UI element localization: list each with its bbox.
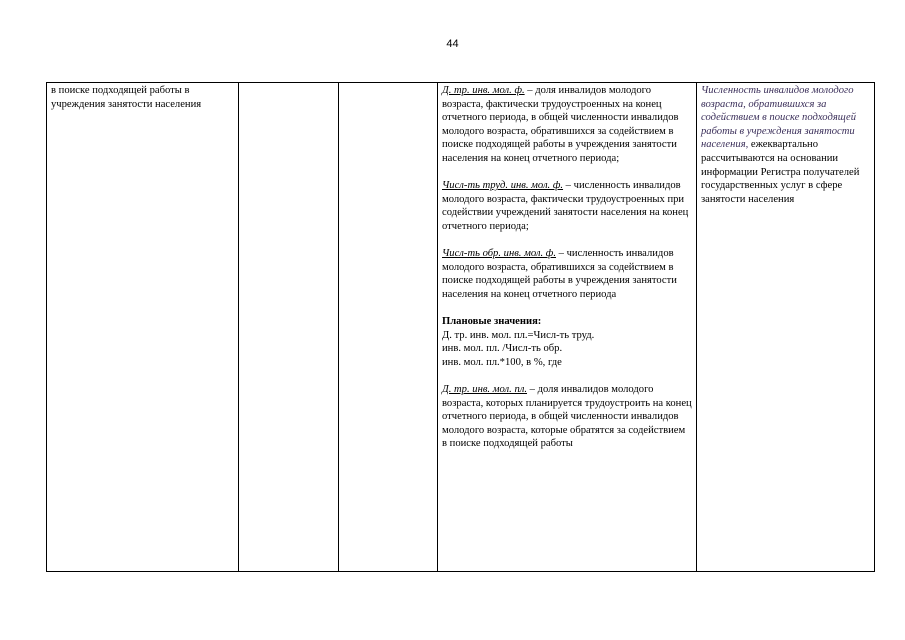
definition-text-3: – численность инвалидов молодого возраста, обратившихся за содействием в поиске подходящей работы в учреждения занятости населения на конец отчетного периода — [442, 248, 677, 300]
term-count-employed-fact: Числ-ть труд. инв. мол. ф. — [442, 180, 564, 192]
plan-formula-block — [442, 315, 692, 369]
definition-text-4: – доля инвалидов молодого возраста, которых планируется трудоустроить на конец отчетного периода, в общей численности инвалидов молодого возраста, которые обратятся за содействием в поиске подходящей работы — [442, 384, 692, 450]
cell-methodology — [438, 83, 697, 572]
definition-paragraph-2 — [442, 179, 692, 233]
table-row — [47, 83, 875, 572]
definition-paragraph-1 — [442, 84, 692, 166]
definition-paragraph-4 — [442, 383, 692, 451]
cell-empty-2 — [339, 83, 438, 572]
cell-empty-1 — [239, 83, 339, 572]
formula-line-3: инв. мол. пл.*100, в %, где — [442, 356, 562, 368]
term-share-employed-plan: Д. тр. инв. мол. пл. — [442, 384, 528, 396]
term-count-applied-fact: Числ-ть обр. инв. мол. ф. — [442, 248, 556, 260]
definition-paragraph-3 — [442, 247, 692, 301]
term-share-employed-fact: Д. тр. инв. мол. ф. — [442, 85, 525, 96]
page-number: 44 — [446, 38, 459, 50]
formula-line-1: Д. тр. инв. мол. пл.=Числ-ть труд. — [442, 329, 595, 341]
cell-data-source — [697, 83, 875, 572]
definition-text-2: – численность инвалидов молодого возраста, фактически трудоустроенных при содействии учреждений занятости населения на конец отчетного периода; — [442, 180, 689, 232]
definition-text-1: – доля инвалидов молодого возраста, фактически трудоустроенных на конец отчетного периода, в общей численности инвалидов молодого возраста, обратившихся за содействием в поиске подходящей работы в учреждения занятости населения на конец отчетного периода; — [442, 85, 679, 164]
source-plain-text: ежеквартально рассчитываются на основании информации Регистра получателей государственных услуг в сфере занятости населения — [701, 139, 860, 205]
indicator-name-text: в поиске подходящей работы в учреждения занятости населения — [51, 85, 202, 110]
indicator-table — [46, 82, 875, 572]
cell-indicator-name — [47, 83, 239, 572]
source-italic-text: Численность инвалидов молодого возраста, обратившихся за содействием в поиске подходящей работы в учреждения занятости населения, — [701, 85, 857, 151]
plan-values-heading: Плановые значения: — [442, 316, 542, 328]
formula-line-2: инв. мол. пл. /Числ-ть обр. — [442, 343, 563, 355]
